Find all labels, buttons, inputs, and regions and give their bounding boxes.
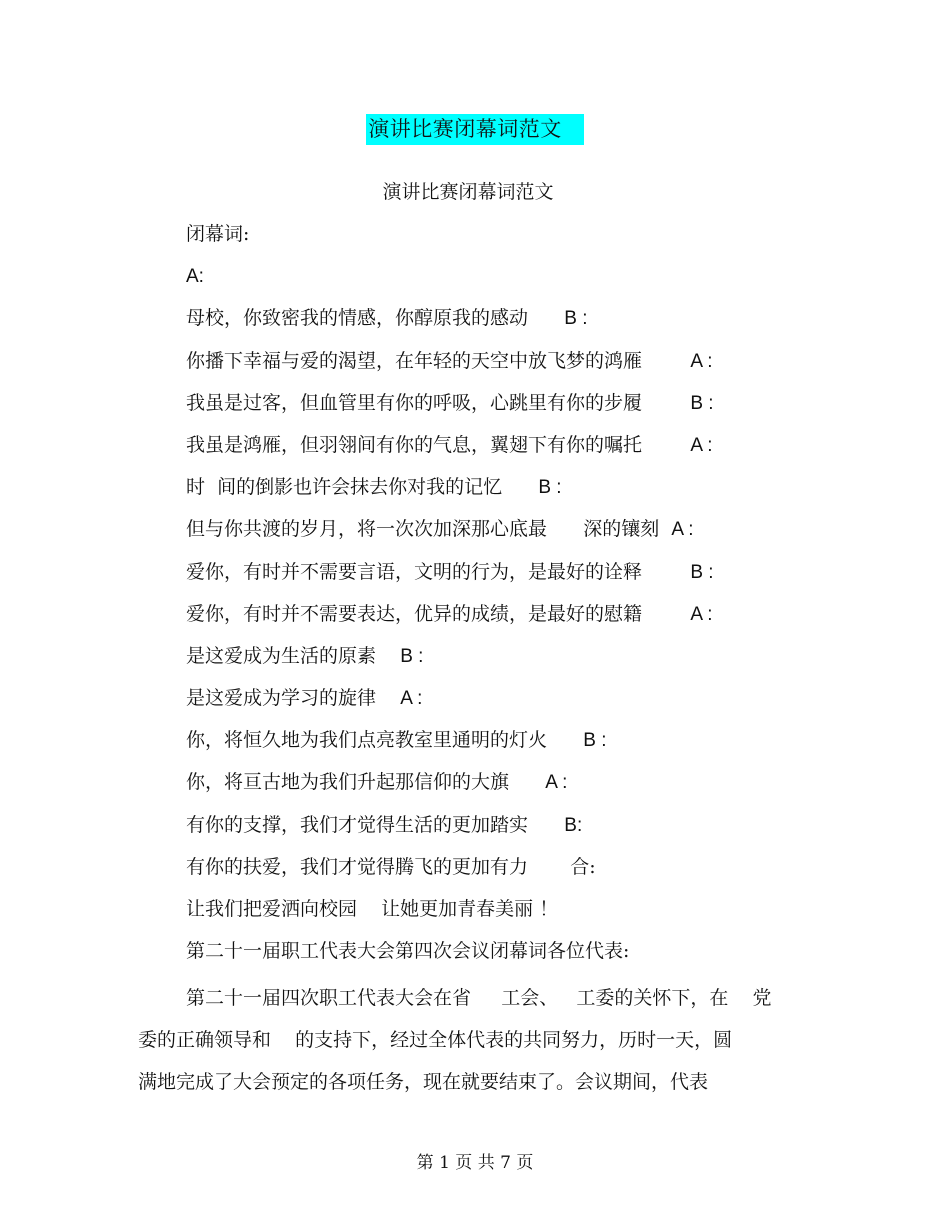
- speaker-tag: B:: [564, 814, 583, 836]
- line-text: 但与你共渡的岁月，将一次次加深那心底最 深的镶刻: [186, 518, 660, 541]
- page-title: 演讲比赛闭幕词范文: [366, 114, 584, 145]
- line-text: 有你的扶爱，我们才觉得腾飞的更加有力: [186, 855, 529, 878]
- speech-line: [186, 260, 714, 302]
- line-text: 爱你，有时并不需要言语，文明的行为，是最好的诠释: [186, 560, 643, 583]
- speech-line: [186, 556, 714, 598]
- line-text: 你播下幸福与爱的渴望，在年轻的天空中放飞梦的鸿雁: [186, 349, 643, 372]
- speech-line: [186, 724, 714, 766]
- paragraph-line: 委的正确领导和 的支持下，经过全体代表的共同努力，历时一天，圆: [138, 1029, 733, 1052]
- speaker-tag: 合:: [570, 855, 596, 878]
- speech-line: [186, 935, 714, 977]
- speech-line: [186, 387, 714, 429]
- speaker-tag: A :: [545, 772, 568, 794]
- line-text: 是这爱成为生活的原素: [186, 644, 377, 667]
- speech-line: [186, 809, 714, 851]
- line-text: 你，将亘古地为我们升起那信仰的大旗: [186, 771, 510, 794]
- body-paragraph: [138, 982, 818, 1109]
- speaker-tag: B :: [583, 730, 607, 752]
- speaker-tag: A :: [400, 688, 423, 710]
- page-title-wrap: [0, 114, 950, 145]
- speaker-tag: B :: [538, 477, 562, 499]
- speech-line: [186, 302, 714, 344]
- speech-line: [186, 893, 714, 935]
- speech-line: [186, 218, 714, 260]
- speech-line: [186, 640, 714, 682]
- paragraph-line: 满地完成了大会预定的各项任务，现在就要结束了。会议期间，代表: [138, 1071, 709, 1094]
- line-text: 我虽是鸿雁，但羽翎间有你的气息，翼翅下有你的嘱托: [186, 433, 643, 456]
- speaker-tag: B :: [690, 561, 714, 583]
- speech-line: [186, 513, 714, 555]
- paragraph-line: 第二十一届四次职工代表大会在省 工会、 工委的关怀下，在 党: [186, 987, 772, 1009]
- speaker-tag: B :: [690, 392, 714, 414]
- speech-line: [186, 429, 714, 471]
- speaker-tag: B :: [564, 308, 588, 330]
- line-text: 有你的支撑，我们才觉得生活的更加踏实: [186, 813, 529, 836]
- speaker-tag: A:: [186, 266, 204, 288]
- speaker-tag: B :: [400, 645, 424, 667]
- speaker-tag: A :: [671, 519, 694, 541]
- speaker-tag: A :: [690, 603, 713, 625]
- line-text: 爱你，有时并不需要表达，优异的成绩，是最好的慰籍: [186, 602, 643, 625]
- speaker-tag: A :: [690, 434, 713, 456]
- line-text: 闭幕词:: [186, 223, 250, 245]
- line-text: 你，将恒久地为我们点亮教室里通明的灯火: [186, 729, 548, 752]
- speech-line: [186, 598, 714, 640]
- speech-line: [186, 682, 714, 724]
- line-text: 时 间的倒影也许会抹去你对我的记忆: [186, 476, 503, 499]
- speech-line: [186, 851, 714, 893]
- speaker-tag: A :: [690, 350, 713, 372]
- line-text: 是这爱成为学习的旋律: [186, 687, 377, 710]
- line-text: 我虽是过客，但血管里有你的呼吸，心跳里有你的步履: [186, 391, 643, 414]
- page-footer: [0, 1150, 950, 1176]
- line-text: 母校，你致密我的情感，你醇原我的感动: [186, 307, 529, 330]
- line-text: 让我们把爱洒向校园 让她更加青春美丽 ！: [186, 898, 559, 920]
- speech-line: [186, 766, 714, 808]
- line-text: 第二十一届职工代表大会第四次会议闭幕词各位代表:: [186, 940, 630, 963]
- speech-lines: [186, 218, 714, 977]
- speech-line: [186, 345, 714, 387]
- page-number-label: 第 1 页 共 7 页: [416, 1153, 534, 1173]
- document-subtitle: 演讲比赛闭幕词范文: [382, 181, 554, 203]
- speech-line: [186, 471, 714, 513]
